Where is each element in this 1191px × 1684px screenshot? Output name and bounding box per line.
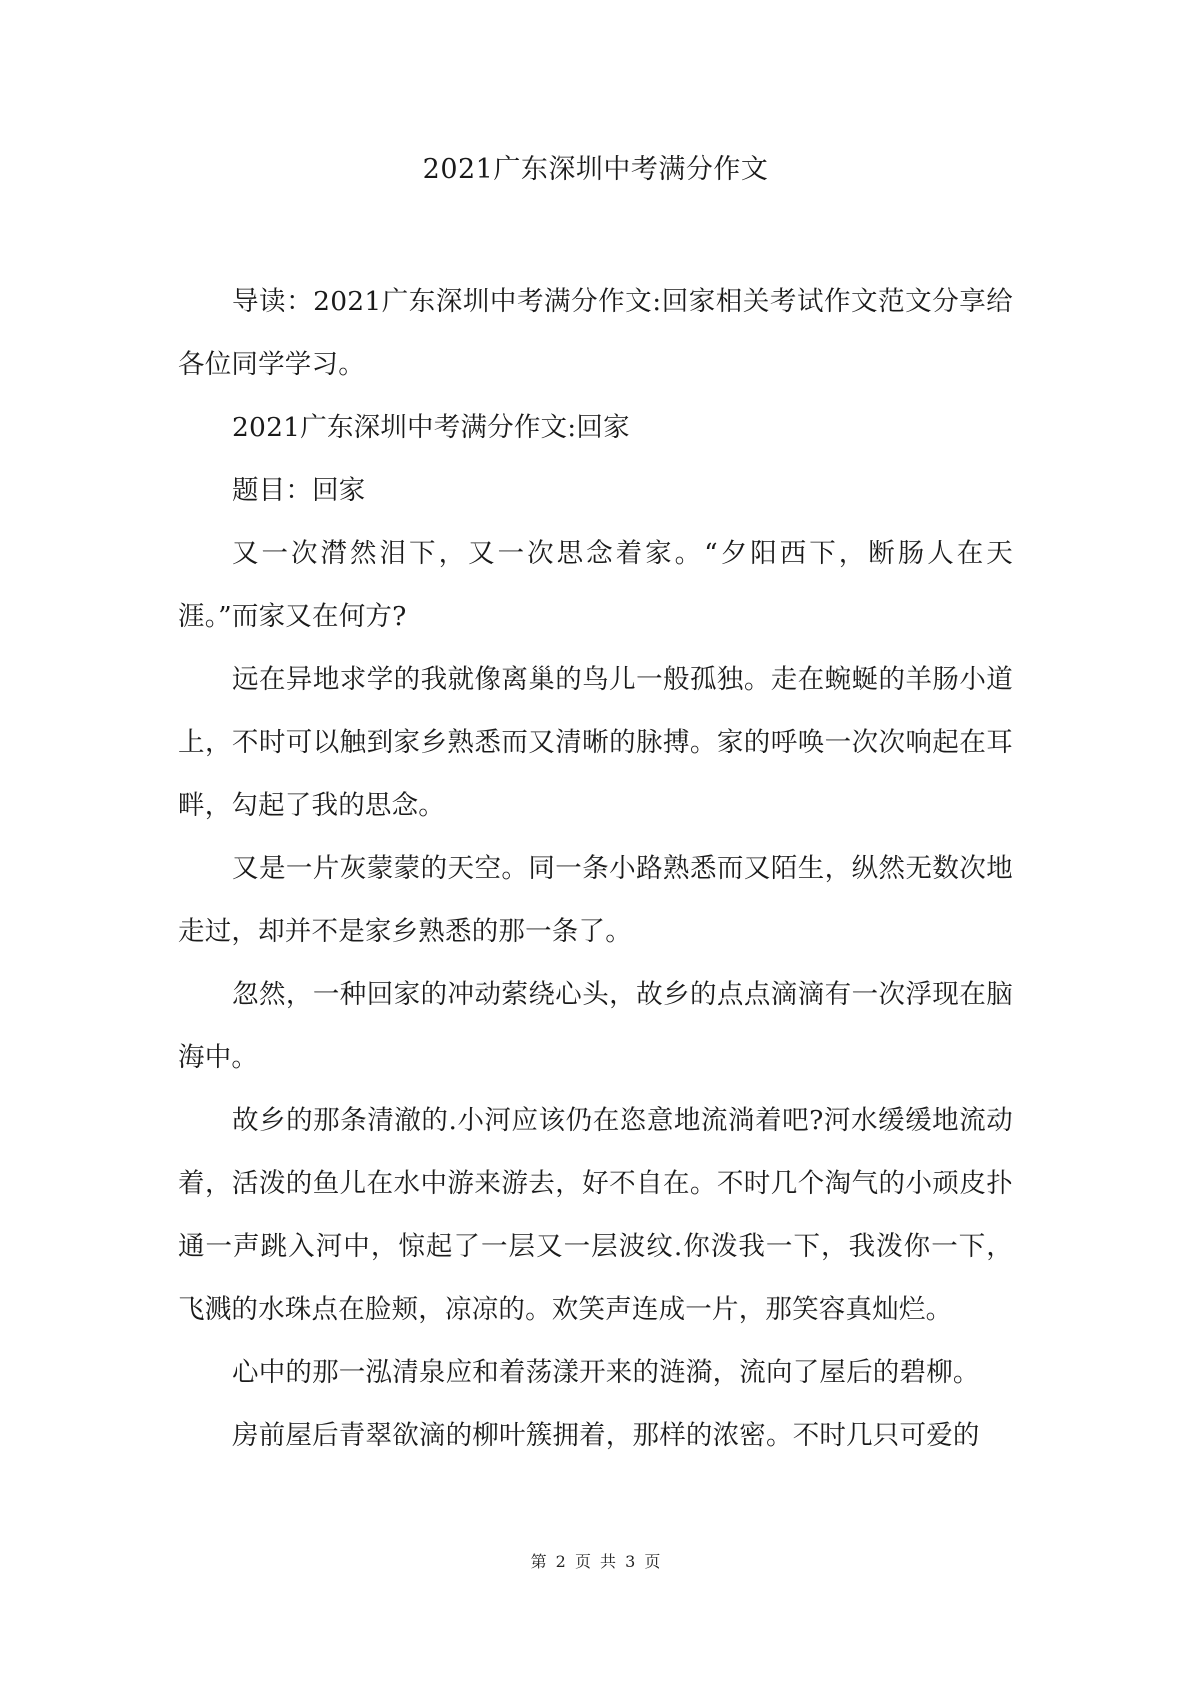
paragraph-body: 心中的那一泓清泉应和着荡漾开来的涟漪，流向了屋后的碧柳。 (232, 1357, 980, 1388)
paragraph-body: 远在异地求学的我就像离巢的鸟儿一般孤独。走在蜿蜒的羊肠小道上，不时可以触到家乡熟悉而又清晰的脉搏。家的呼唤一次次响起在耳畔，勾起了我的思念。 (178, 664, 1013, 821)
paragraph-intro: 导读：2021广东深圳中考满分作文:回家相关考试作文范文分享给各位同学学习。 (178, 286, 1013, 380)
document-body (178, 270, 1013, 1467)
paragraph-subtitle: 2021广东深圳中考满分作文:回家 (232, 412, 630, 443)
paragraph-body: 又一次潸然泪下，又一次思念着家。“夕阳西下，断肠人在天涯。”而家又在何方? (178, 538, 1013, 632)
document-title: 2021广东深圳中考满分作文 (422, 154, 769, 185)
page-number-footer: 第 2 页 共 3 页 (530, 1552, 661, 1571)
paragraph-topic: 题目：回家 (232, 475, 366, 506)
paragraph-body: 房前屋后青翠欲滴的柳叶簇拥着，那样的浓密。不时几只可爱的 (232, 1420, 980, 1451)
paragraph-body: 忽然，一种回家的冲动萦绕心头，故乡的点点滴滴有一次浮现在脑海中。 (178, 979, 1013, 1073)
paragraph-body: 又是一片灰蒙蒙的天空。同一条小路熟悉而又陌生，纵然无数次地走过，却并不是家乡熟悉的那一条了。 (178, 853, 1013, 947)
paragraph-body: 故乡的那条清澈的.小河应该仍在恣意地流淌着吧?河水缓缓地流动着，活泼的鱼儿在水中游来游去，好不自在。不时几个淘气的小顽皮扑通一声跳入河中，惊起了一层又一层波纹.你泼我一下，我泼你一下，飞溅的水珠点在脸颊，凉凉的。欢笑声连成一片，那笑容真灿烂。 (178, 1105, 1013, 1325)
